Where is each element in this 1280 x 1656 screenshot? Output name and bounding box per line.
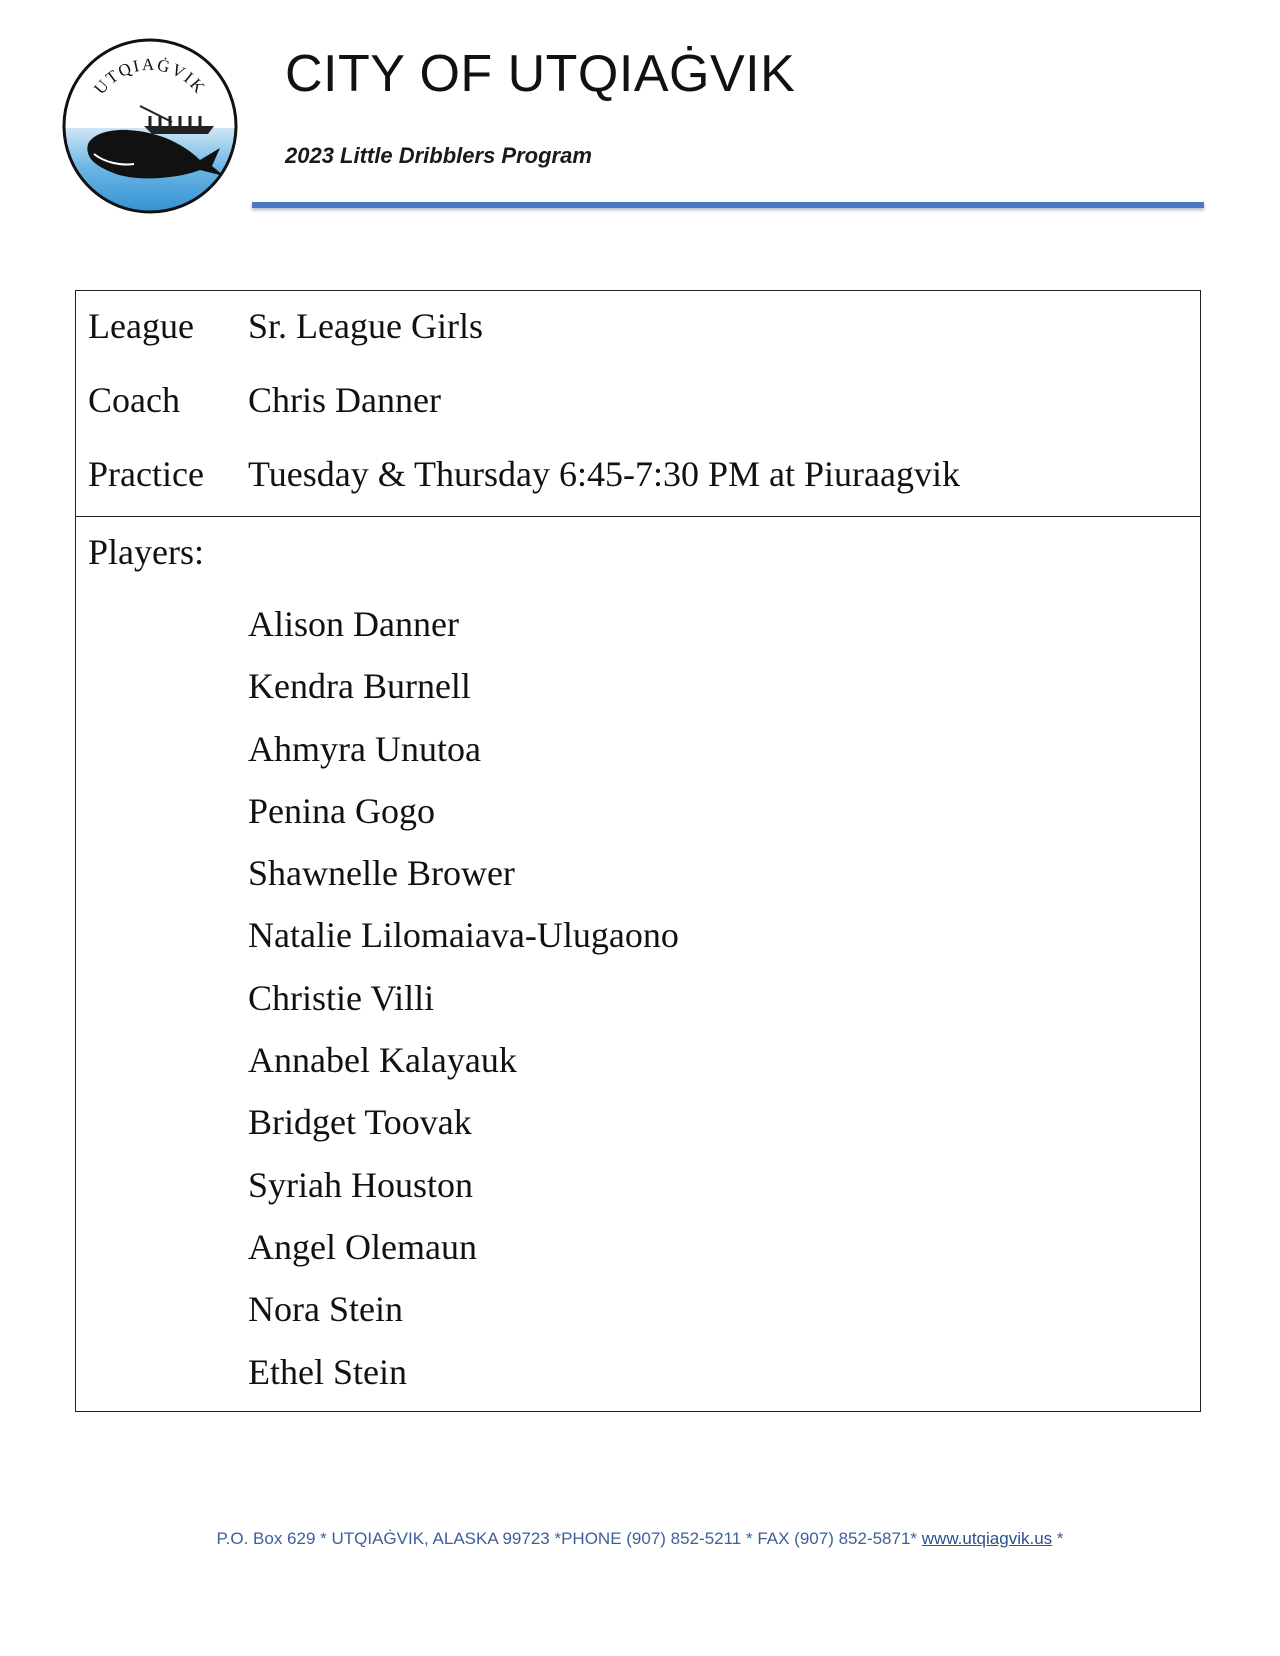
player-name: Penina Gogo xyxy=(248,790,435,831)
league-value: Sr. League Girls xyxy=(248,306,483,346)
players-list xyxy=(248,603,679,1413)
header-divider xyxy=(252,202,1204,208)
team-details-section xyxy=(76,291,1200,517)
player-name: Nora Stein xyxy=(248,1289,403,1330)
player-name: Shawnelle Brower xyxy=(248,853,515,894)
player-name: Kendra Burnell xyxy=(248,666,471,707)
player-name: Angel Olemaun xyxy=(248,1226,477,1267)
player-name: Natalie Lilomaiava-Ulugaono xyxy=(248,915,679,956)
footer-address: P.O. Box 629 * UTQIAĠVIK, ALASKA 99723 *PHONE (907) 852-5211 * FAX (907) 852-5871* xyxy=(216,1529,922,1548)
city-seal-logo xyxy=(60,36,240,216)
players-label: Players: xyxy=(88,532,204,572)
footer-trailing: * xyxy=(1052,1529,1064,1548)
player-name: Annabel Kalayauk xyxy=(248,1040,517,1081)
svg-text:UTQIAĠVIK: UTQIAĠVIK xyxy=(90,54,210,99)
footer-contact xyxy=(0,1529,1280,1549)
practice-value: Tuesday & Thursday 6:45-7:30 PM at Piuraagvik xyxy=(248,454,960,494)
city-title: CITY OF UTQIAĠVIK xyxy=(285,45,796,103)
team-info-box xyxy=(75,290,1201,1412)
program-title: 2023 Little Dribblers Program xyxy=(285,143,592,168)
league-label: League xyxy=(88,306,194,346)
player-name: Ahmyra Unutoa xyxy=(248,728,481,769)
player-name: Alison Danner xyxy=(248,604,459,644)
player-name: Christie Villi xyxy=(248,977,435,1018)
practice-label: Practice xyxy=(88,454,204,494)
website-link[interactable]: www.utqiagvik.us xyxy=(921,1529,1053,1548)
city-seal-graphic xyxy=(60,36,240,216)
player-name: Ethel Stein xyxy=(248,1351,407,1392)
player-name: Syriah Houston xyxy=(248,1164,473,1205)
coach-value: Chris Danner xyxy=(248,380,441,420)
coach-label: Coach xyxy=(88,380,180,420)
player-name: Bridget Toovak xyxy=(248,1102,472,1143)
